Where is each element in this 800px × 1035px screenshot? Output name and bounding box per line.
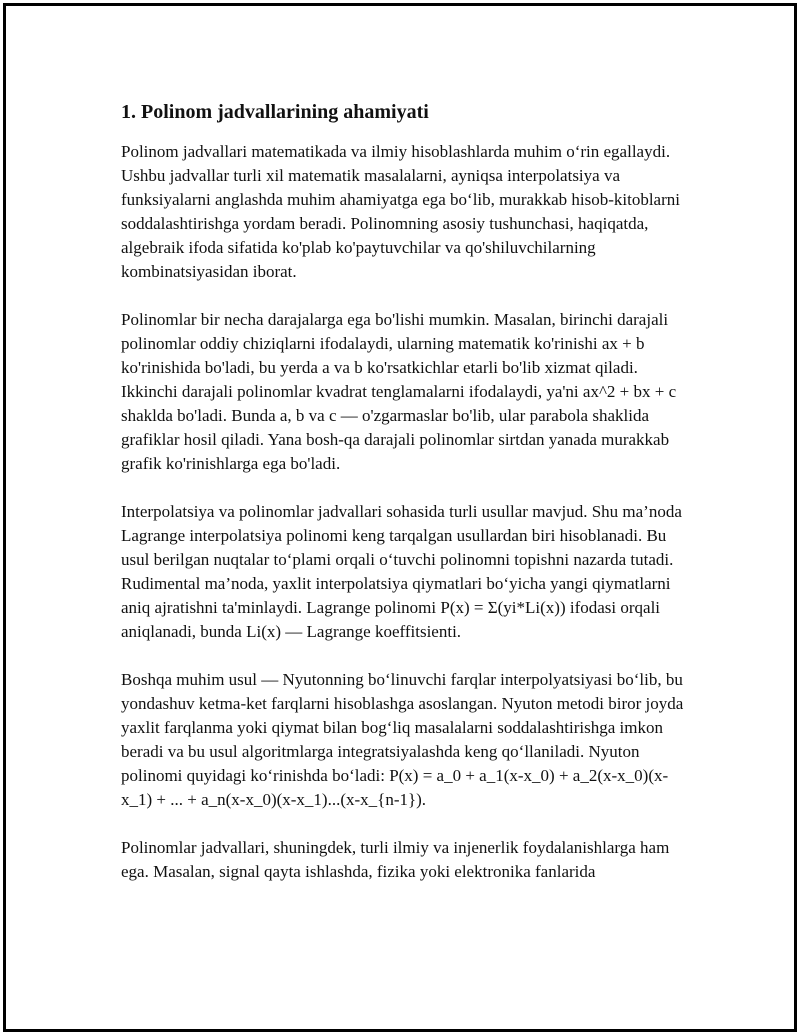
document-body [121, 98, 696, 884]
paragraph-1: Polinom jadvallari matematikada va ilmiy hisoblashlarda muhim o‘rin egallaydi. Ushbu jadvallar turli xil matematik masalalarni, ayniqsa interpolatsiya va funksiyalarni anglashda muhim ahamiyatga ega bo‘lib, murakkab hisob-kitoblarni soddalashtirishga yordam beradi. Polinomning asosiy tushunchasi, haqiqatda, algebraik ifoda sifatida ko'plab ko'paytuvchilar va qo'shiluvchilarning kombinatsiyasidan iborat. [121, 142, 680, 281]
paragraph-3: Interpolatsiya va polinomlar jadvallari sohasida turli usullar mavjud. Shu ma’noda Lagrange interpolatsiya polinomi keng tarqalgan usullardan biri hisoblanadi. Bu usul berilgan nuqtalar to‘plami orqali o‘tuvchi polinomni topishni nazarda tutadi. Rudimental ma’noda, yaxlit interpolatsiya qiymatlari bo‘yicha yangi qiymatlarni aniq ajratishni ta'minlaydi. Lagrange polinomi P(x) = Σ(yi*Li(x)) ifodasi orqali aniqlanadi, bunda Li(x) — Lagrange koeffitsienti. [121, 502, 682, 641]
paragraph-5: Polinomlar jadvallari, shuningdek, turli ilmiy va injenerlik foydalanishlarga ham ega. Masalan, signal qayta ishlashda, fizika yoki elektronika fanlarida [121, 838, 670, 881]
page-frame [3, 3, 797, 1032]
section-heading: 1. Polinom jadvallarining ahamiyati [121, 101, 429, 123]
paragraph-2: Polinomlar bir necha darajalarga ega bo'lishi mumkin. Masalan, birinchi darajali polinomlar oddiy chiziqlarni ifodalaydi, ularning matematik ko'rinishi ax + b ko'rinishida bo'ladi, bu yerda a va b ko'rsatkichlar etarli bo'lib xizmat qiladi. Ikkinchi darajali polinomlar kvadrat tenglamalarni ifodalaydi, ya'ni ax^2 + bx + c shaklda bo'ladi. Bunda a, b va c — o'zgarmaslar bo'lib, ular parabola shaklida grafiklar hosil qiladi. Yana bosh-qa darajali polinomlar sirtdan yanada murakkab grafik ko'rinishlarga ega bo'ladi. [121, 310, 677, 473]
paragraph-4: Boshqa muhim usul — Nyutonning bo‘linuvchi farqlar interpolyatsiyasi bo‘lib, bu yondashuv ketma-ket farqlarni hisoblashga asoslangan. Nyuton metodi biror joyda yaxlit farqlanma yoki qiymat bilan bog‘liq masalalarni soddalashtirishga imkon beradi va bu usul algoritmlarga integratsiyalashda keng qo‘llaniladi. Nyuton polinomi quyidagi ko‘rinishda bo‘ladi: P(x) = a_0 + a_1(x-x_0) + a_2(x-x_0)(x-x_1) + ... + a_n(x-x_0)(x-x_1)...(x-x_{n-1}). [121, 670, 684, 809]
